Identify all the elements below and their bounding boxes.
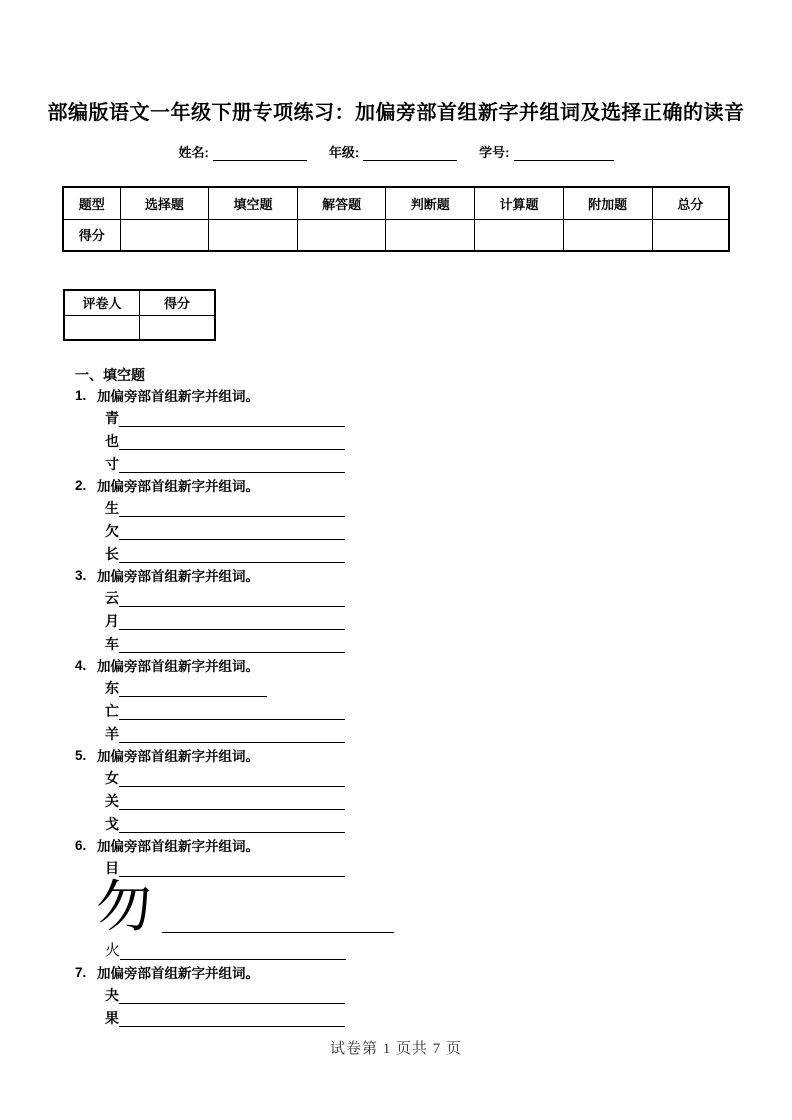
grader-label-cell: 评卷人 xyxy=(64,290,140,315)
score-table-header-row xyxy=(63,187,729,219)
grader-cell-empty xyxy=(140,315,216,340)
question-3-item-1 xyxy=(105,584,792,607)
answer-blank-line xyxy=(119,794,345,810)
score-cell-empty xyxy=(652,219,729,251)
grader-table xyxy=(63,289,216,341)
answer-blank-line xyxy=(119,524,345,540)
question-prompt: 加偏旁部首组新字并组词。 xyxy=(97,659,259,674)
section-heading: 一、填空题 xyxy=(75,367,145,383)
question-3-head xyxy=(75,566,792,584)
question-2-item-1 xyxy=(105,494,792,517)
base-character: 火 xyxy=(105,943,121,959)
question-number: 2. xyxy=(75,477,87,493)
question-2-head xyxy=(75,476,792,494)
base-character: 东 xyxy=(105,680,119,696)
student-id-blank xyxy=(514,146,614,161)
question-number: 7. xyxy=(75,964,87,980)
question-5-item-3 xyxy=(105,810,792,833)
score-table-score-row xyxy=(63,219,729,251)
answer-blank-line xyxy=(119,988,345,1004)
question-number: 6. xyxy=(75,837,87,853)
answer-blank-line xyxy=(162,917,394,933)
question-1-item-3 xyxy=(105,450,792,473)
base-character: 果 xyxy=(105,1010,119,1026)
question-1-item-1 xyxy=(105,404,792,427)
grader-table-header-row xyxy=(64,290,215,315)
grader-cell-empty xyxy=(64,315,140,340)
score-table-header-cell: 题型 xyxy=(63,187,120,219)
answer-blank-line xyxy=(119,727,345,743)
score-cell-empty xyxy=(209,219,298,251)
score-table xyxy=(62,186,730,252)
score-table-header-cell: 计算题 xyxy=(475,187,564,219)
question-4-item-1 xyxy=(105,674,792,697)
page-footer: 试卷第 1 页共 7 页 xyxy=(329,1041,462,1057)
answer-blank-line xyxy=(119,861,345,877)
answer-blank-line xyxy=(119,411,345,427)
grade-blank xyxy=(363,146,457,161)
answer-blank-line xyxy=(119,681,267,697)
score-table-header-cell: 选择题 xyxy=(120,187,209,219)
answer-blank-line xyxy=(119,704,345,720)
base-character: 女 xyxy=(105,770,119,786)
answer-blank-line xyxy=(120,944,346,960)
student-info-line xyxy=(0,142,792,161)
score-cell-empty xyxy=(386,219,475,251)
question-number: 3. xyxy=(75,567,87,583)
question-7-item-2 xyxy=(105,1004,792,1027)
base-character: 云 xyxy=(105,590,119,606)
score-table-header-cell: 附加题 xyxy=(563,187,652,219)
base-character: 羊 xyxy=(105,726,119,742)
base-character: 欠 xyxy=(105,523,119,539)
question-1-item-2 xyxy=(105,427,792,450)
question-prompt: 加偏旁部首组新字并组词。 xyxy=(97,389,259,404)
student-id-label: 学号: xyxy=(479,145,510,160)
question-6-item-2 xyxy=(96,877,792,937)
question-prompt: 加偏旁部首组新字并组词。 xyxy=(97,749,259,764)
question-prompt: 加偏旁部首组新字并组词。 xyxy=(97,569,259,584)
answer-blank-line xyxy=(119,457,345,473)
question-prompt: 加偏旁部首组新字并组词。 xyxy=(97,839,259,854)
base-character: 青 xyxy=(105,410,119,426)
answer-blank-line xyxy=(119,1011,345,1027)
question-5-item-2 xyxy=(105,787,792,810)
score-table-header-cell: 总分 xyxy=(652,187,729,219)
grade-label: 年级: xyxy=(328,145,360,160)
base-character: 车 xyxy=(105,636,119,652)
question-4-head xyxy=(75,656,792,674)
question-prompt: 加偏旁部首组新字并组词。 xyxy=(97,479,259,494)
base-character: 夬 xyxy=(105,987,119,1003)
question-number: 1. xyxy=(75,387,87,403)
question-5-head xyxy=(75,746,792,764)
base-character: 寸 xyxy=(105,456,119,472)
score-table-header-cell: 解答题 xyxy=(297,187,386,219)
question-6-item-3 xyxy=(105,937,792,960)
answer-blank-line xyxy=(119,501,345,517)
answer-blank-line xyxy=(119,547,345,563)
page-title: 部编版语文一年级下册专项练习：加偏旁部首组新字并组词及选择正确的读音 xyxy=(47,102,745,124)
answer-blank-line xyxy=(119,637,345,653)
question-number: 5. xyxy=(75,747,87,763)
base-character-calligraphic: 勿 xyxy=(96,877,152,939)
question-7-item-1 xyxy=(105,981,792,1004)
question-5-item-1 xyxy=(105,764,792,787)
base-character: 戈 xyxy=(105,816,119,832)
question-3-item-3 xyxy=(105,630,792,653)
question-number: 4. xyxy=(75,657,87,673)
question-4-item-2 xyxy=(105,697,792,720)
grader-score-label-cell: 得分 xyxy=(140,290,216,315)
score-cell-empty xyxy=(297,219,386,251)
question-2-item-2 xyxy=(105,517,792,540)
base-character: 长 xyxy=(105,546,119,562)
score-row-label: 得分 xyxy=(63,219,120,251)
answer-blank-line xyxy=(119,817,345,833)
score-cell-empty xyxy=(120,219,209,251)
base-character: 月 xyxy=(105,613,119,629)
question-6-item-1 xyxy=(105,854,792,877)
score-table-header-cell: 填空题 xyxy=(209,187,298,219)
score-cell-empty xyxy=(475,219,564,251)
base-character: 关 xyxy=(105,793,119,809)
answer-blank-line xyxy=(119,614,345,630)
answer-blank-line xyxy=(119,434,345,450)
question-3-item-2 xyxy=(105,607,792,630)
question-4-item-3 xyxy=(105,720,792,743)
score-cell-empty xyxy=(563,219,652,251)
question-1-head xyxy=(75,386,792,404)
score-table-header-cell: 判断题 xyxy=(386,187,475,219)
base-character: 生 xyxy=(105,500,119,516)
question-6-head xyxy=(75,836,792,854)
question-2-item-3 xyxy=(105,540,792,563)
base-character: 亡 xyxy=(105,703,119,719)
name-blank xyxy=(213,146,307,161)
base-character: 目 xyxy=(105,860,119,876)
grader-table-empty-row xyxy=(64,315,215,340)
answer-blank-line xyxy=(119,591,345,607)
answer-blank-line xyxy=(119,771,345,787)
question-7-head xyxy=(75,963,792,981)
question-prompt: 加偏旁部首组新字并组词。 xyxy=(97,966,259,981)
name-label: 姓名: xyxy=(178,145,209,160)
base-character: 也 xyxy=(105,433,119,449)
